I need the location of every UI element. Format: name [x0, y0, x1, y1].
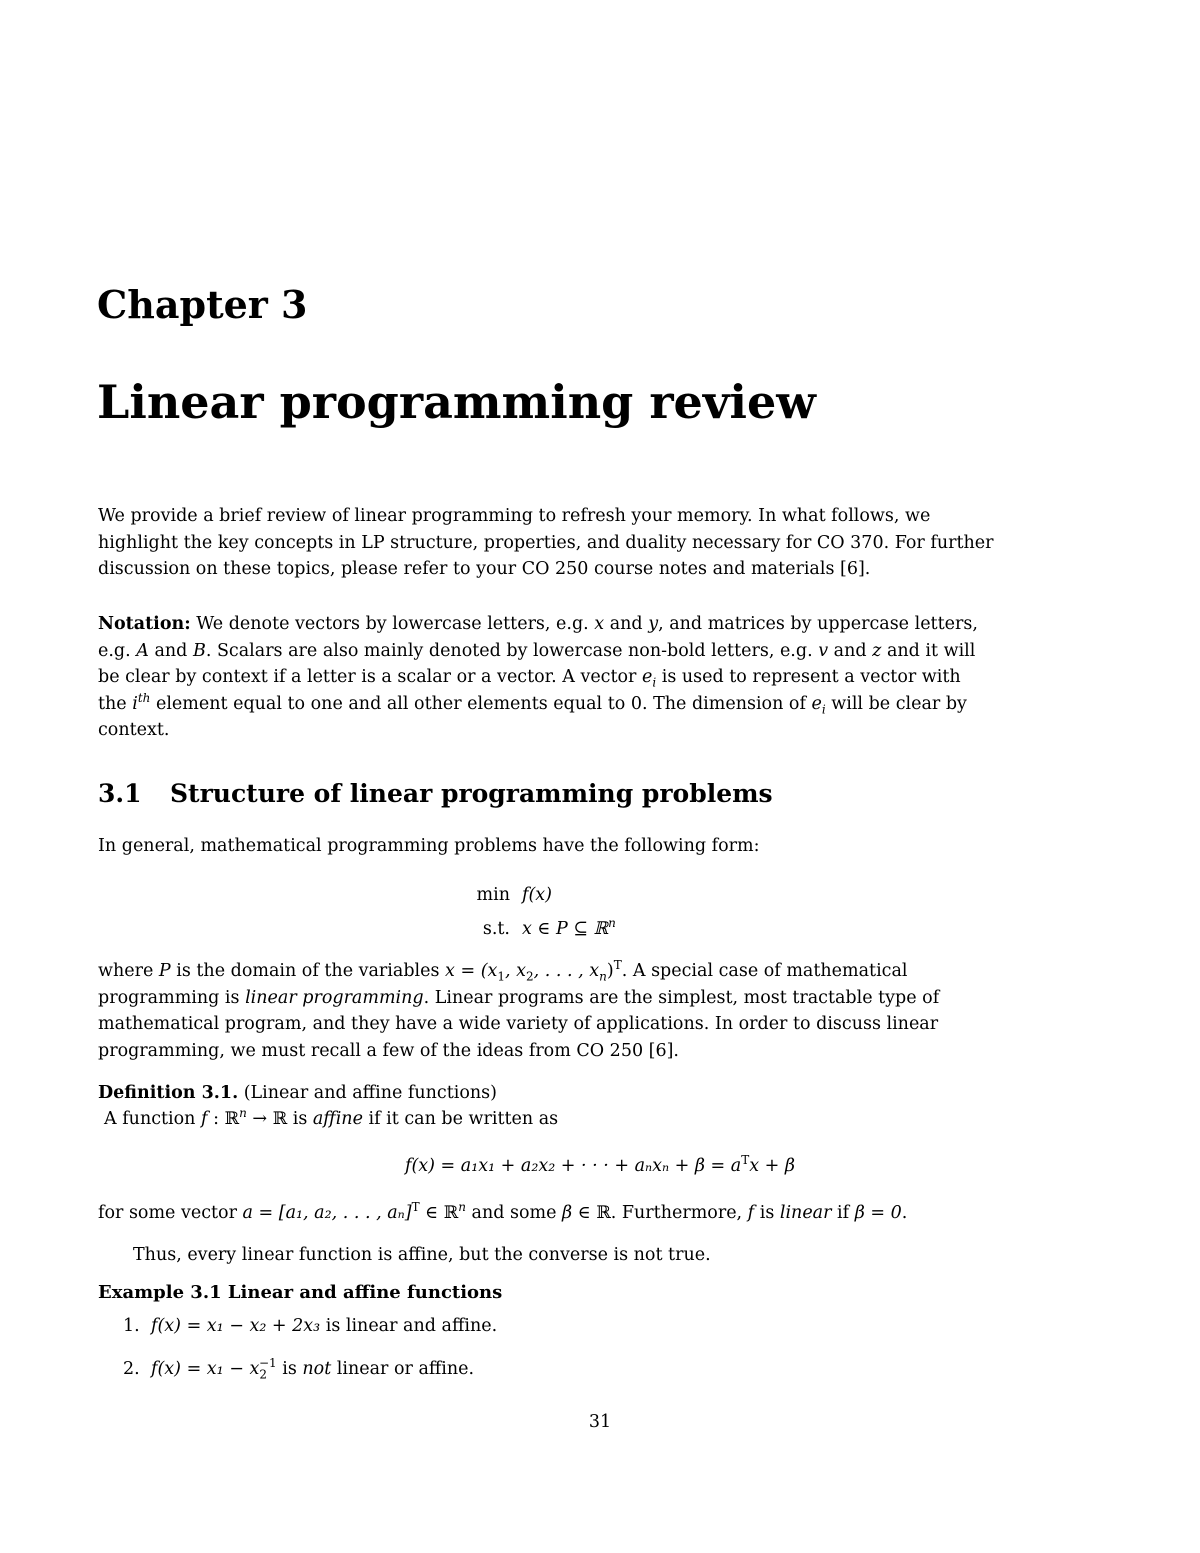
chapter-label: Chapter 3 [97, 282, 308, 327]
list-item: 2. $f(x) = x_1 - x_2^{-1}$ is not linear or affine. [123, 1356, 475, 1382]
constraint-row: s.t. x ∈ P ⊆ ℝ$^n$ [482, 916, 616, 939]
section-heading [98, 778, 773, 810]
notation-paragraph: Notation: We denote vectors by lowercase letters, e.g. x and y, and matrices by uppercase letters, e.g. A and B. Scalars are also mainly denoted by lowercase non-bold letters, e.g. v and z and it will be clear by context if a letter is a scalar or a vector. A vector $e_i$ is used to represent a vector with the $i^{th}$ element equal to one and all other elements equal to 0. The dimension of $e_i$ will be clear by context. [98, 614, 978, 740]
example-title: Linear and affine functions [221, 1282, 503, 1303]
definition-body: A function f : ℝ$^n$ → ℝ is affine if it can be written as [104, 1106, 559, 1129]
general-paragraph: In general, mathematical programming problems have the following form: [98, 836, 760, 856]
notation-label: Notation: [98, 614, 191, 634]
definition-label: Definition 3.1. [98, 1083, 239, 1103]
example-label: Example 3.1 [98, 1282, 222, 1303]
definition-heading [98, 1080, 497, 1106]
section-title: Structure of linear programming problems [170, 779, 773, 808]
definition-name: (Linear and affine functions) [238, 1083, 497, 1103]
list-item: 1. f(x) = x₁ − x₂ + 2x₃ is linear and affine. [123, 1316, 498, 1336]
example-heading [98, 1280, 502, 1306]
page-number: 31 [588, 1412, 612, 1432]
chapter-title: Linear programming review [97, 375, 816, 429]
where-paragraph: where P is the domain of the variables $x = (x_1$, $x_2$, . . . , $x_n)^T$. A special case of mathematical programming is linear programming. Linear programs are the simplest, most tractable type of mathematical program, and they have a wide variety of applications. In order to discuss linear programming, we must recall a few of the ideas from CO 250 [6]. [98, 958, 940, 1061]
intro-paragraph: We provide a brief review of linear programming to refresh your memory. In what follows, we highlight the key concepts in LP structure, properties, and duality necessary for CO 370. For further discussion on these topics, please refer to your CO 250 course notes and materials [6]. [98, 506, 994, 579]
definition-continuation: for some vector a = [a₁, a₂, . . . , aₙ]$^T$ ∈ ℝ$^n$ and some β ∈ ℝ. Furthermore, f is linear if β = 0. [98, 1200, 908, 1223]
thus-paragraph: Thus, every linear function is affine, but the converse is not true. [133, 1245, 711, 1265]
objective-row: min f(x) [476, 885, 553, 905]
affine-equation: f(x) = a₁x₁ + a₂x₂ + · · · + $a_nx_n + \beta = a^Tx + \beta$ [404, 1153, 796, 1176]
section-number: 3.1 [98, 779, 142, 808]
math-program-display [458, 878, 616, 946]
